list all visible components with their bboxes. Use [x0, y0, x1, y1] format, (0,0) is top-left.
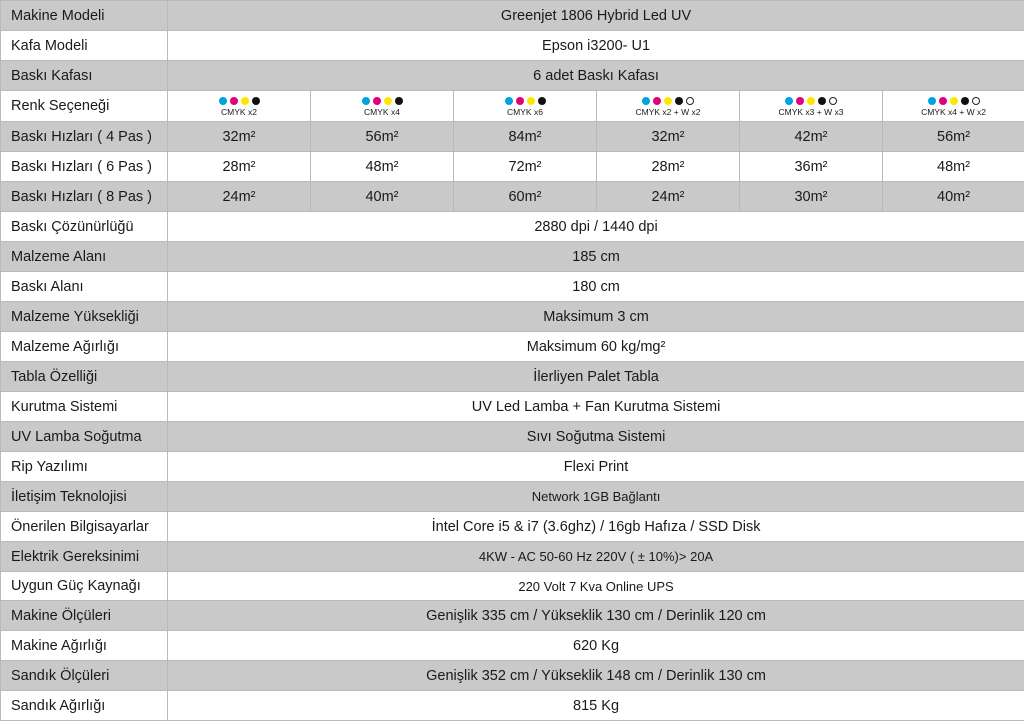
- row-head-model: [1, 31, 1024, 61]
- row-label: Tabla Özelliği: [1, 362, 168, 392]
- row-label: Malzeme Alanı: [1, 242, 168, 272]
- ink-dot-m-icon: [373, 97, 381, 105]
- color-option-cell: [597, 91, 740, 122]
- row-print-head: [1, 61, 1024, 91]
- row-speed-4-pass: [1, 122, 1024, 152]
- speed-value: 32m²: [168, 122, 311, 152]
- row-material-weight: [1, 332, 1024, 362]
- speed-value: 24m²: [597, 182, 740, 212]
- row-value: 185 cm: [168, 242, 1024, 272]
- color-option-caption: CMYK x6: [507, 107, 543, 117]
- row-label: UV Lamba Soğutma: [1, 422, 168, 452]
- row-value: Sıvı Soğutma Sistemi: [168, 422, 1024, 452]
- ink-dot-c-icon: [928, 97, 936, 105]
- row-value: 2880 dpi / 1440 dpi: [168, 212, 1024, 242]
- ink-dot-k-icon: [818, 97, 826, 105]
- ink-dots: [740, 97, 882, 105]
- row-value: Greenjet 1806 Hybrid Led UV: [168, 1, 1024, 31]
- row-value: Maksimum 60 kg/mg²: [168, 332, 1024, 362]
- row-value: 220 Volt 7 Kva Online UPS: [168, 572, 1024, 601]
- row-label: Malzeme Ağırlığı: [1, 332, 168, 362]
- color-option-caption: CMYK x4 + W x2: [921, 107, 987, 117]
- ink-dot-m-icon: [653, 97, 661, 105]
- ink-dot-m-icon: [230, 97, 238, 105]
- ink-dot-c-icon: [219, 97, 227, 105]
- ink-dot-k-icon: [961, 97, 969, 105]
- speed-value: 28m²: [597, 152, 740, 182]
- row-table-feature: [1, 362, 1024, 392]
- ink-dot-k-icon: [252, 97, 260, 105]
- row-crate-dimensions: [1, 661, 1024, 691]
- row-communication: [1, 482, 1024, 512]
- row-speed-6-pass: [1, 152, 1024, 182]
- row-uv-cooling: [1, 422, 1024, 452]
- row-print-area: [1, 272, 1024, 302]
- row-label: Elektrik Gereksinimi: [1, 542, 168, 572]
- row-power-source: [1, 572, 1024, 601]
- color-option-cell: [883, 91, 1024, 122]
- row-value: Flexi Print: [168, 452, 1024, 482]
- row-value: Maksimum 3 cm: [168, 302, 1024, 332]
- ink-dot-y-icon: [241, 97, 249, 105]
- ink-dot-w-icon: [972, 97, 980, 105]
- row-label: Rip Yazılımı: [1, 452, 168, 482]
- ink-dot-y-icon: [527, 97, 535, 105]
- ink-dot-w-icon: [829, 97, 837, 105]
- row-value: Network 1GB Bağlantı: [168, 482, 1024, 512]
- color-option-cell: [168, 91, 311, 122]
- ink-dot-y-icon: [664, 97, 672, 105]
- row-label: Malzeme Yüksekliği: [1, 302, 168, 332]
- ink-dot-k-icon: [538, 97, 546, 105]
- row-label: Makine Ölçüleri: [1, 601, 168, 631]
- speed-value: 28m²: [168, 152, 311, 182]
- speed-value: 56m²: [311, 122, 454, 152]
- ink-dot-k-icon: [395, 97, 403, 105]
- row-label: Baskı Çözünürlüğü: [1, 212, 168, 242]
- speed-value: 32m²: [597, 122, 740, 152]
- ink-dot-c-icon: [362, 97, 370, 105]
- row-material-height: [1, 302, 1024, 332]
- row-value: İntel Core i5 & i7 (3.6ghz) / 16gb Hafıza / SSD Disk: [168, 512, 1024, 542]
- row-label: Sandık Ağırlığı: [1, 691, 168, 721]
- row-value: 6 adet Baskı Kafası: [168, 61, 1024, 91]
- color-option-caption: CMYK x3 + W x3: [778, 107, 844, 117]
- row-label: Kurutma Sistemi: [1, 392, 168, 422]
- row-label: Renk Seçeneği: [1, 91, 168, 122]
- row-value: 180 cm: [168, 272, 1024, 302]
- row-drying: [1, 392, 1024, 422]
- ink-dot-m-icon: [516, 97, 524, 105]
- speed-value: 40m²: [311, 182, 454, 212]
- speed-value: 36m²: [740, 152, 883, 182]
- ink-dots: [883, 97, 1024, 105]
- speed-value: 40m²: [883, 182, 1024, 212]
- speed-value: 60m²: [454, 182, 597, 212]
- ink-dot-c-icon: [505, 97, 513, 105]
- row-crate-weight: [1, 691, 1024, 721]
- row-label: Makine Ağırlığı: [1, 631, 168, 661]
- ink-dot-y-icon: [950, 97, 958, 105]
- row-resolution: [1, 212, 1024, 242]
- row-label: İletişim Teknolojisi: [1, 482, 168, 512]
- speed-value: 48m²: [883, 152, 1024, 182]
- row-speed-8-pass: [1, 182, 1024, 212]
- row-value: 620 Kg: [168, 631, 1024, 661]
- row-value: 815 Kg: [168, 691, 1024, 721]
- row-label: Sandık Ölçüleri: [1, 661, 168, 691]
- row-material-area: [1, 242, 1024, 272]
- ink-dots: [454, 97, 596, 105]
- speed-value: 84m²: [454, 122, 597, 152]
- row-value: Genişlik 335 cm / Yükseklik 130 cm / Derinlik 120 cm: [168, 601, 1024, 631]
- speed-value: 24m²: [168, 182, 311, 212]
- row-color-option: [1, 91, 1024, 122]
- color-option-cell: [454, 91, 597, 122]
- ink-dot-c-icon: [785, 97, 793, 105]
- row-value: İlerliyen Palet Tabla: [168, 362, 1024, 392]
- row-value: Epson i3200- U1: [168, 31, 1024, 61]
- row-label: Kafa Modeli: [1, 31, 168, 61]
- row-machine-weight: [1, 631, 1024, 661]
- color-option-caption: CMYK x2 + W x2: [635, 107, 701, 117]
- row-value: 4KW - AC 50-60 Hz 220V ( ± 10%)> 20A: [168, 542, 1024, 572]
- row-value: Genişlik 352 cm / Yükseklik 148 cm / Derinlik 130 cm: [168, 661, 1024, 691]
- speed-value: 30m²: [740, 182, 883, 212]
- ink-dot-w-icon: [686, 97, 694, 105]
- row-label: Baskı Alanı: [1, 272, 168, 302]
- color-option-caption: CMYK x4: [364, 107, 400, 117]
- ink-dots: [311, 97, 453, 105]
- speed-value: 42m²: [740, 122, 883, 152]
- ink-dot-m-icon: [796, 97, 804, 105]
- ink-dots: [597, 97, 739, 105]
- row-value: UV Led Lamba + Fan Kurutma Sistemi: [168, 392, 1024, 422]
- ink-dot-m-icon: [939, 97, 947, 105]
- ink-dot-y-icon: [807, 97, 815, 105]
- row-power-requirement: [1, 542, 1024, 572]
- row-computer: [1, 512, 1024, 542]
- color-option-caption: CMYK x2: [221, 107, 257, 117]
- row-label: Uygun Güç Kaynağı: [1, 572, 168, 601]
- row-label: Baskı Hızları ( 8 Pas ): [1, 182, 168, 212]
- color-option-cell: [311, 91, 454, 122]
- row-machine-dimensions: [1, 601, 1024, 631]
- ink-dot-k-icon: [675, 97, 683, 105]
- row-model: [1, 1, 1024, 31]
- row-label: Makine Modeli: [1, 1, 168, 31]
- speed-value: 56m²: [883, 122, 1024, 152]
- row-label: Önerilen Bilgisayarlar: [1, 512, 168, 542]
- row-rip: [1, 452, 1024, 482]
- row-label: Baskı Hızları ( 4 Pas ): [1, 122, 168, 152]
- speed-value: 48m²: [311, 152, 454, 182]
- speed-value: 72m²: [454, 152, 597, 182]
- row-label: Baskı Hızları ( 6 Pas ): [1, 152, 168, 182]
- ink-dot-y-icon: [384, 97, 392, 105]
- ink-dots: [168, 97, 310, 105]
- row-label: Baskı Kafası: [1, 61, 168, 91]
- ink-dot-c-icon: [642, 97, 650, 105]
- color-option-cell: [740, 91, 883, 122]
